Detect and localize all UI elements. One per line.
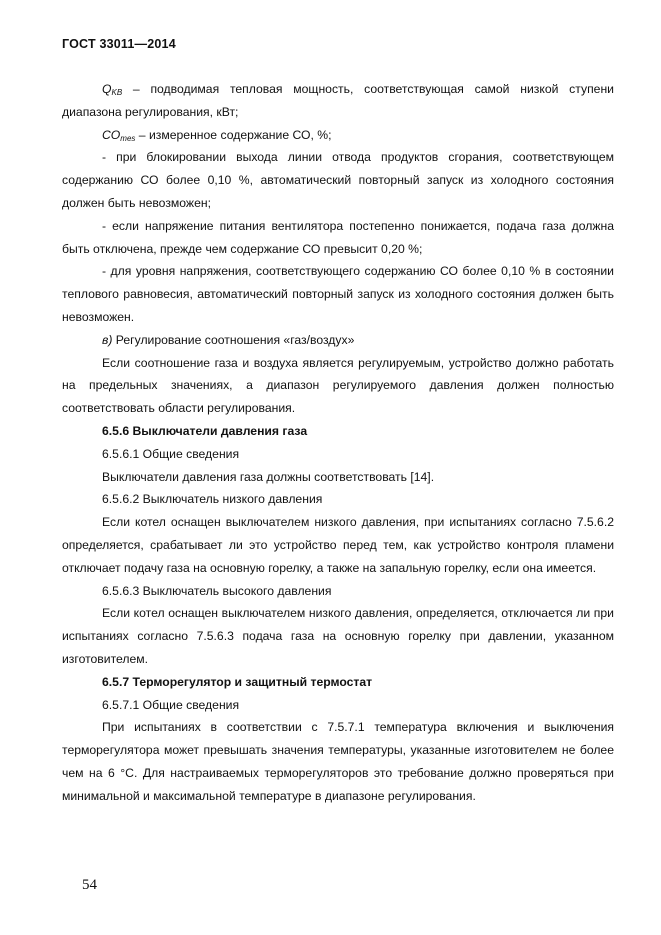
paragraph: Если котел оснащен выключателем низкого давления, при испытаниях согласно 7.5.6.2 определяется, срабатывает ли это устройство перед тем, как устройство контроля пламени отключает подачу газа на основную горелку, а также на запальную горелку, если она имеется.: [62, 515, 614, 575]
subsection-heading-6-5-7-1: 6.5.7.1 Общие сведения: [102, 697, 240, 712]
qkb-symbol: $Q_{KB}$: [102, 82, 123, 97]
paragraph: При испытаниях в соответствии с 7.5.7.1 температура включения и выключения терморегулятора может превышать значения температуры, указанные изготовителем не более чем на 6 °С. Для настраиваемых терморегуляторов это требование должно проверяться при минимальной и максимальной температуре в диапазоне регулирования.: [62, 720, 614, 803]
definition-co: $CO_{mes}$ – измеренное содержание СО, %;: [102, 127, 332, 143]
page-number: 54: [82, 877, 97, 893]
subsection-heading-6-5-6-3: 6.5.6.3 Выключатель высокого давления: [102, 583, 332, 598]
bullet-item: - для уровня напряжения, соответствующего содержанию СО более 0,10 % в состоянии теплового равновесия, автоматический повторный запуск из холодного состояния должен быть невозможен.: [62, 264, 614, 324]
paragraph: Выключатели давления газа должны соответствовать [14].: [102, 469, 435, 484]
definition-qkb: $Q_{KB}$ – подводимая тепловая мощность, соответствующая самой низкой ступени диапазона регулирования, кВт;: [62, 82, 614, 119]
paragraph: Если котел оснащен выключателем низкого давления, определяется, отключается ли при испытаниях согласно 7.5.6.3 подача газа на основную горелку при давлении, указанном изготовителем.: [62, 606, 614, 666]
bullet-item: - при блокировании выхода линии отвода продуктов сгорания, соответствующем содержанию СО более 0,10 %, автоматический повторный запуск из холодного состояния должен быть невозможен;: [62, 150, 614, 210]
section-heading-6-5-7: 6.5.7 Терморегулятор и защитный термостат: [102, 674, 373, 689]
subsection-heading-6-5-6-2: 6.5.6.2 Выключатель низкого давления: [102, 492, 323, 507]
paragraph: Если соотношение газа и воздуха является регулируемым, устройство должно работать на предельных значениях, а диапазон регулируемого давления должен полностью соответствовать области регулирования.: [62, 355, 614, 416]
standard-header: ГОСТ 33011—2014: [62, 37, 176, 51]
document-body: [62, 78, 614, 808]
bullet-item: - если напряжение питания вентилятора постепенно понижается, подача газа должна быть отключена, прежде чем содержание СО превысит 0,20 %;: [62, 218, 614, 256]
subsection-heading-6-5-6-1: 6.5.6.1 Общие сведения: [102, 446, 240, 461]
subclause-c-heading: в) Регулирование соотношения «газ/воздух»: [102, 332, 355, 347]
section-heading-6-5-6: 6.5.6 Выключатели давления газа: [102, 423, 308, 438]
co-symbol: $CO_{mes}$: [102, 127, 136, 143]
